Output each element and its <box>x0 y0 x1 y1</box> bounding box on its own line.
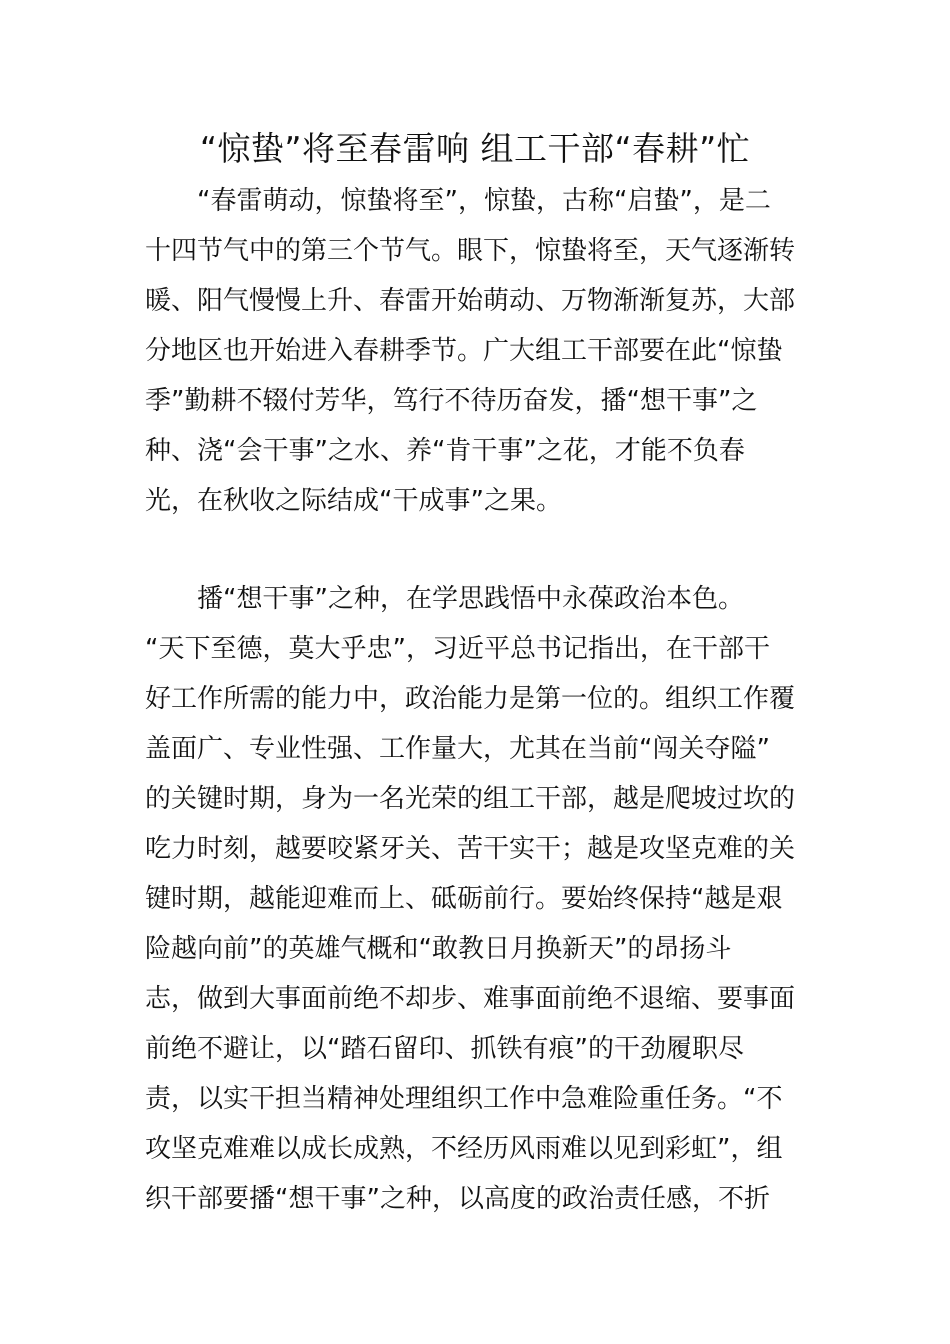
paragraph-2-line-10: 前绝不避让，以“踏石留印、抓铁有痕”的干劲履职尽 <box>145 1034 744 1064</box>
paragraph-2-line-7: 键时期，越能迎难而上、砥砺前行。要始终保持“越是艰 <box>145 884 783 914</box>
paragraph-1-line-5: 季”勤耕不辍付芳华，笃行不待历奋发，播“想干事”之 <box>145 386 758 416</box>
paragraph-1-line-4: 分地区也开始进入春耕季节。广大组工干部要在此“惊蛰 <box>145 336 783 366</box>
paragraph-2-line-3: 好工作所需的能力中，政治能力是第一位的。组织工作覆 <box>145 684 796 714</box>
paragraph-2-line-4: 盖面广、专业性强、工作量大，尤其在当前“闯关夺隘” <box>145 734 770 764</box>
paragraph-1-line-2: 十四节气中的第三个节气。眼下，惊蛰将至，天气逐渐转 <box>145 236 796 266</box>
document-title: “惊蛰”将至春雷响 组工干部“春耕”忙 <box>199 129 751 168</box>
paragraph-2-line-8: 险越向前”的英雄气概和“敢教日月换新天”的昂扬斗 <box>145 934 732 964</box>
paragraph-1-line-6: 种、浇“会干事”之水、养“肯干事”之花，才能不负春 <box>145 436 745 466</box>
paragraph-2-line-5: 的关键时期，身为一名光荣的组工干部，越是爬坡过坎的 <box>145 784 796 814</box>
paragraph-2-line-11: 责，以实干担当精神处理组织工作中急难险重任务。“不 <box>145 1084 783 1114</box>
paragraph-1-line-7: 光，在秋收之际结成“干成事”之果。 <box>145 486 562 516</box>
paragraph-2-line-2: “天下至德，莫大乎忠”，习近平总书记指出，在干部干 <box>145 634 770 664</box>
paragraph-2-line-1: 播“想干事”之种，在学思践悟中永葆政治本色。 <box>145 584 744 614</box>
paragraph-2-line-12: 攻坚克难难以成长成熟，不经历风雨难以见到彩虹”，组 <box>145 1134 783 1164</box>
paragraph-1-line-1: “春雷萌动，惊蛰将至”，惊蛰，古称“启蛰”，是二 <box>145 186 771 216</box>
paragraph-2-line-9: 志，做到大事面前绝不却步、难事面前绝不退缩、要事面 <box>145 984 796 1014</box>
paragraph-2-line-6: 吃力时刻，越要咬紧牙关、苦干实干；越是攻坚克难的关 <box>145 834 796 864</box>
paragraph-1-line-3: 暖、阳气慢慢上升、春雷开始萌动、万物渐渐复苏，大部 <box>145 286 796 316</box>
paragraph-2-line-13: 织干部要播“想干事”之种，以高度的政治责任感，不折 <box>145 1184 770 1214</box>
